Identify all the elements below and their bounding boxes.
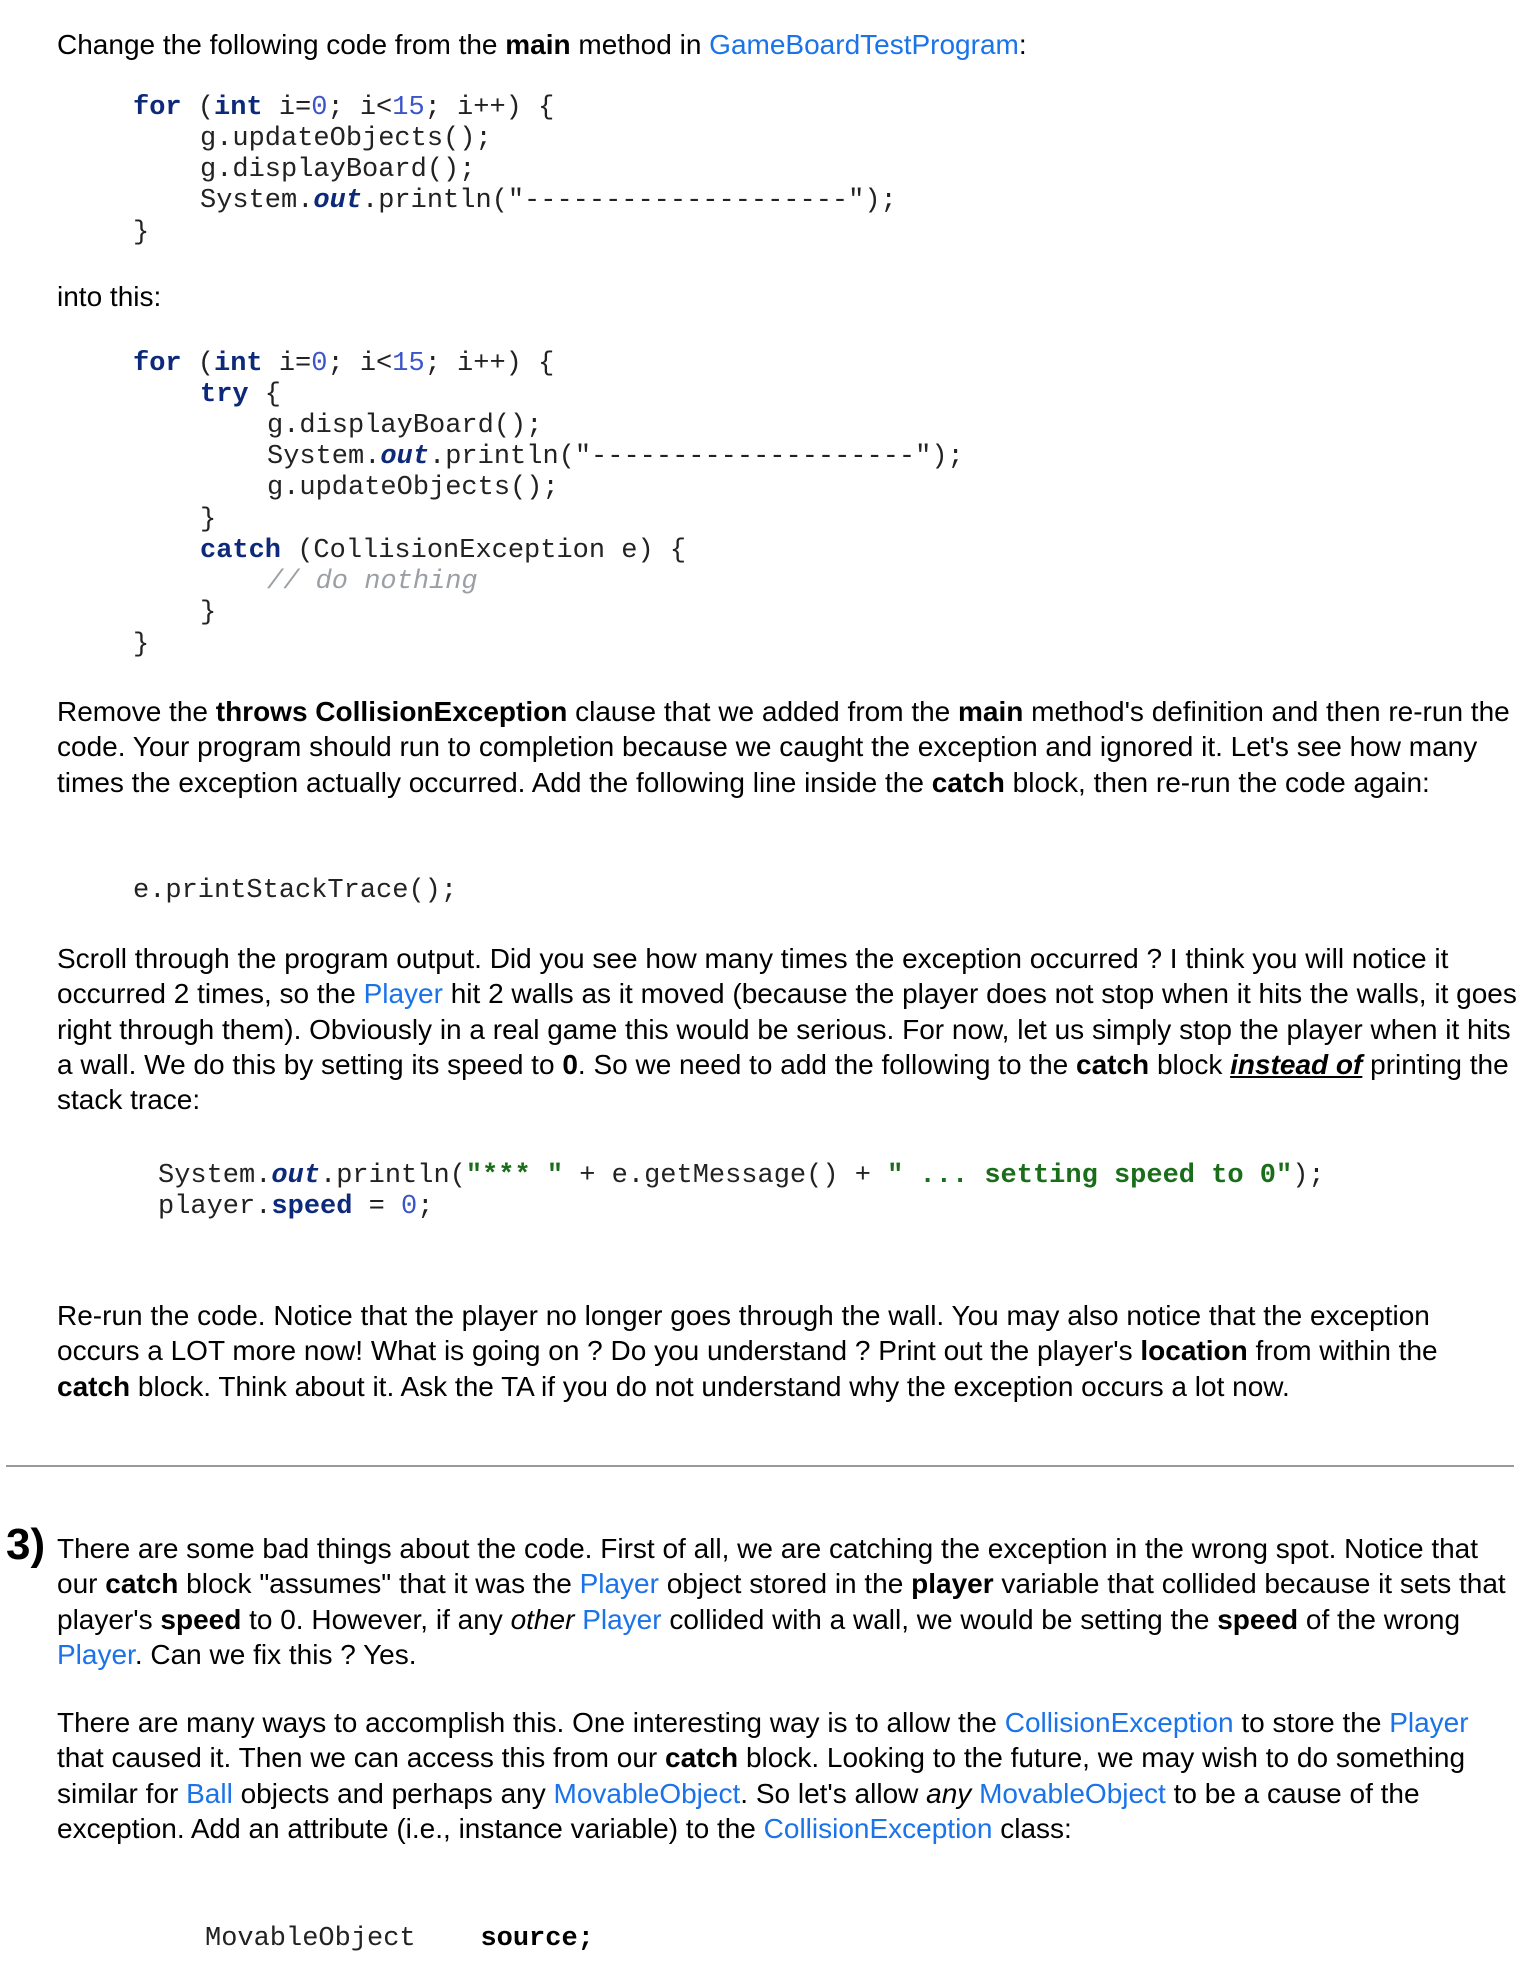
code-line: System.out.println("--------------------"); (267, 442, 964, 472)
paragraph-scroll-output: Scroll through the program output. Did you see how many times the exception occurred ? I think you will notice it occurred 2 times, so the Player hit 2 walls as it moved (because the player does not stop when it hits the walls, it goes right through them). Obviously in a real game this would be serious. For now, let us simply stop the player when it hits a wall. We do this by setting its speed to 0. So we need to add the following to the catch block instead of printing the stack trace: (57, 943, 1517, 1116)
code-line: g.updateObjects(); (267, 473, 559, 503)
class-name-link: GameBoardTestProgram (709, 29, 1019, 60)
paragraph-rerun: Re-run the code. Notice that the player no longer goes through the wall. You may also notice that the exception occurs a LOT more now! What is going on ? Do you understand ? Print out the player's location from within the catch block. Think about it. Ask the TA if you do not understand why the exception occurs a lot now. (57, 1300, 1438, 1402)
code-line: g.displayBoard(); (267, 411, 543, 441)
code-line: g.displayBoard(); (200, 155, 476, 185)
paragraph-collision-source: There are many ways to accomplish this. One interesting way is to allow the CollisionException to store the Player that caused it. Then we can access this from our catch block. Looking to the future, we may wish to do something similar for Ball objects and perhaps any MovableObject. So let's allow any MovableObject to be a cause of the exception. Add an attribute (i.e., instance variable) to the CollisionException class: (57, 1707, 1469, 1844)
code-line: System.out.println("--------------------"); (200, 186, 897, 216)
intro-paragraph: Change the following code from the main method in GameBoardTestProgram: (57, 29, 1027, 60)
code-line: try { (200, 380, 282, 410)
into-label: into this: (57, 281, 162, 312)
code-line: } (133, 630, 150, 660)
code-comment: // do nothing (267, 567, 478, 597)
code-attribute-declaration: MovableObject source; (205, 1924, 594, 1954)
code-line: } (133, 218, 150, 248)
code-line: } (200, 505, 217, 535)
code-println-message: System.out.println("*** " + e.getMessage() + " ... setting speed to 0"); (158, 1161, 1325, 1191)
code-block-try-loop: for (int i=0; i<15; i++) { (133, 349, 555, 379)
section-number: 3) (6, 1520, 46, 1569)
code-line: catch (CollisionException e) { (200, 536, 687, 566)
code-print-stack-trace: e.printStackTrace(); (133, 876, 458, 906)
code-block-original-loop: for (int i=0; i<15; i++) { (133, 93, 555, 123)
paragraph-section-3: There are some bad things about the code. First of all, we are catching the exception in the wrong spot. Notice that our catch block "assumes" that it was the Player object stored in the player variable that collided because it sets that player's speed to 0. However, if any other Player collided with a wall, we would be setting the speed of the wrong Player. Can we fix this ? Yes. (57, 1533, 1506, 1670)
code-set-speed: player.speed = 0; (158, 1192, 434, 1222)
code-line: g.updateObjects(); (200, 124, 492, 154)
paragraph-remove-throws: Remove the throws CollisionException clause that we added from the main method's definition and then re-run the code. Your program should run to completion because we caught the exception and ignored it. Let's see how many times the exception actually occurred. Add the following line inside the catch block, then re-run the code again: (57, 696, 1510, 798)
code-line: } (200, 598, 217, 628)
section-divider (6, 1465, 1514, 1467)
